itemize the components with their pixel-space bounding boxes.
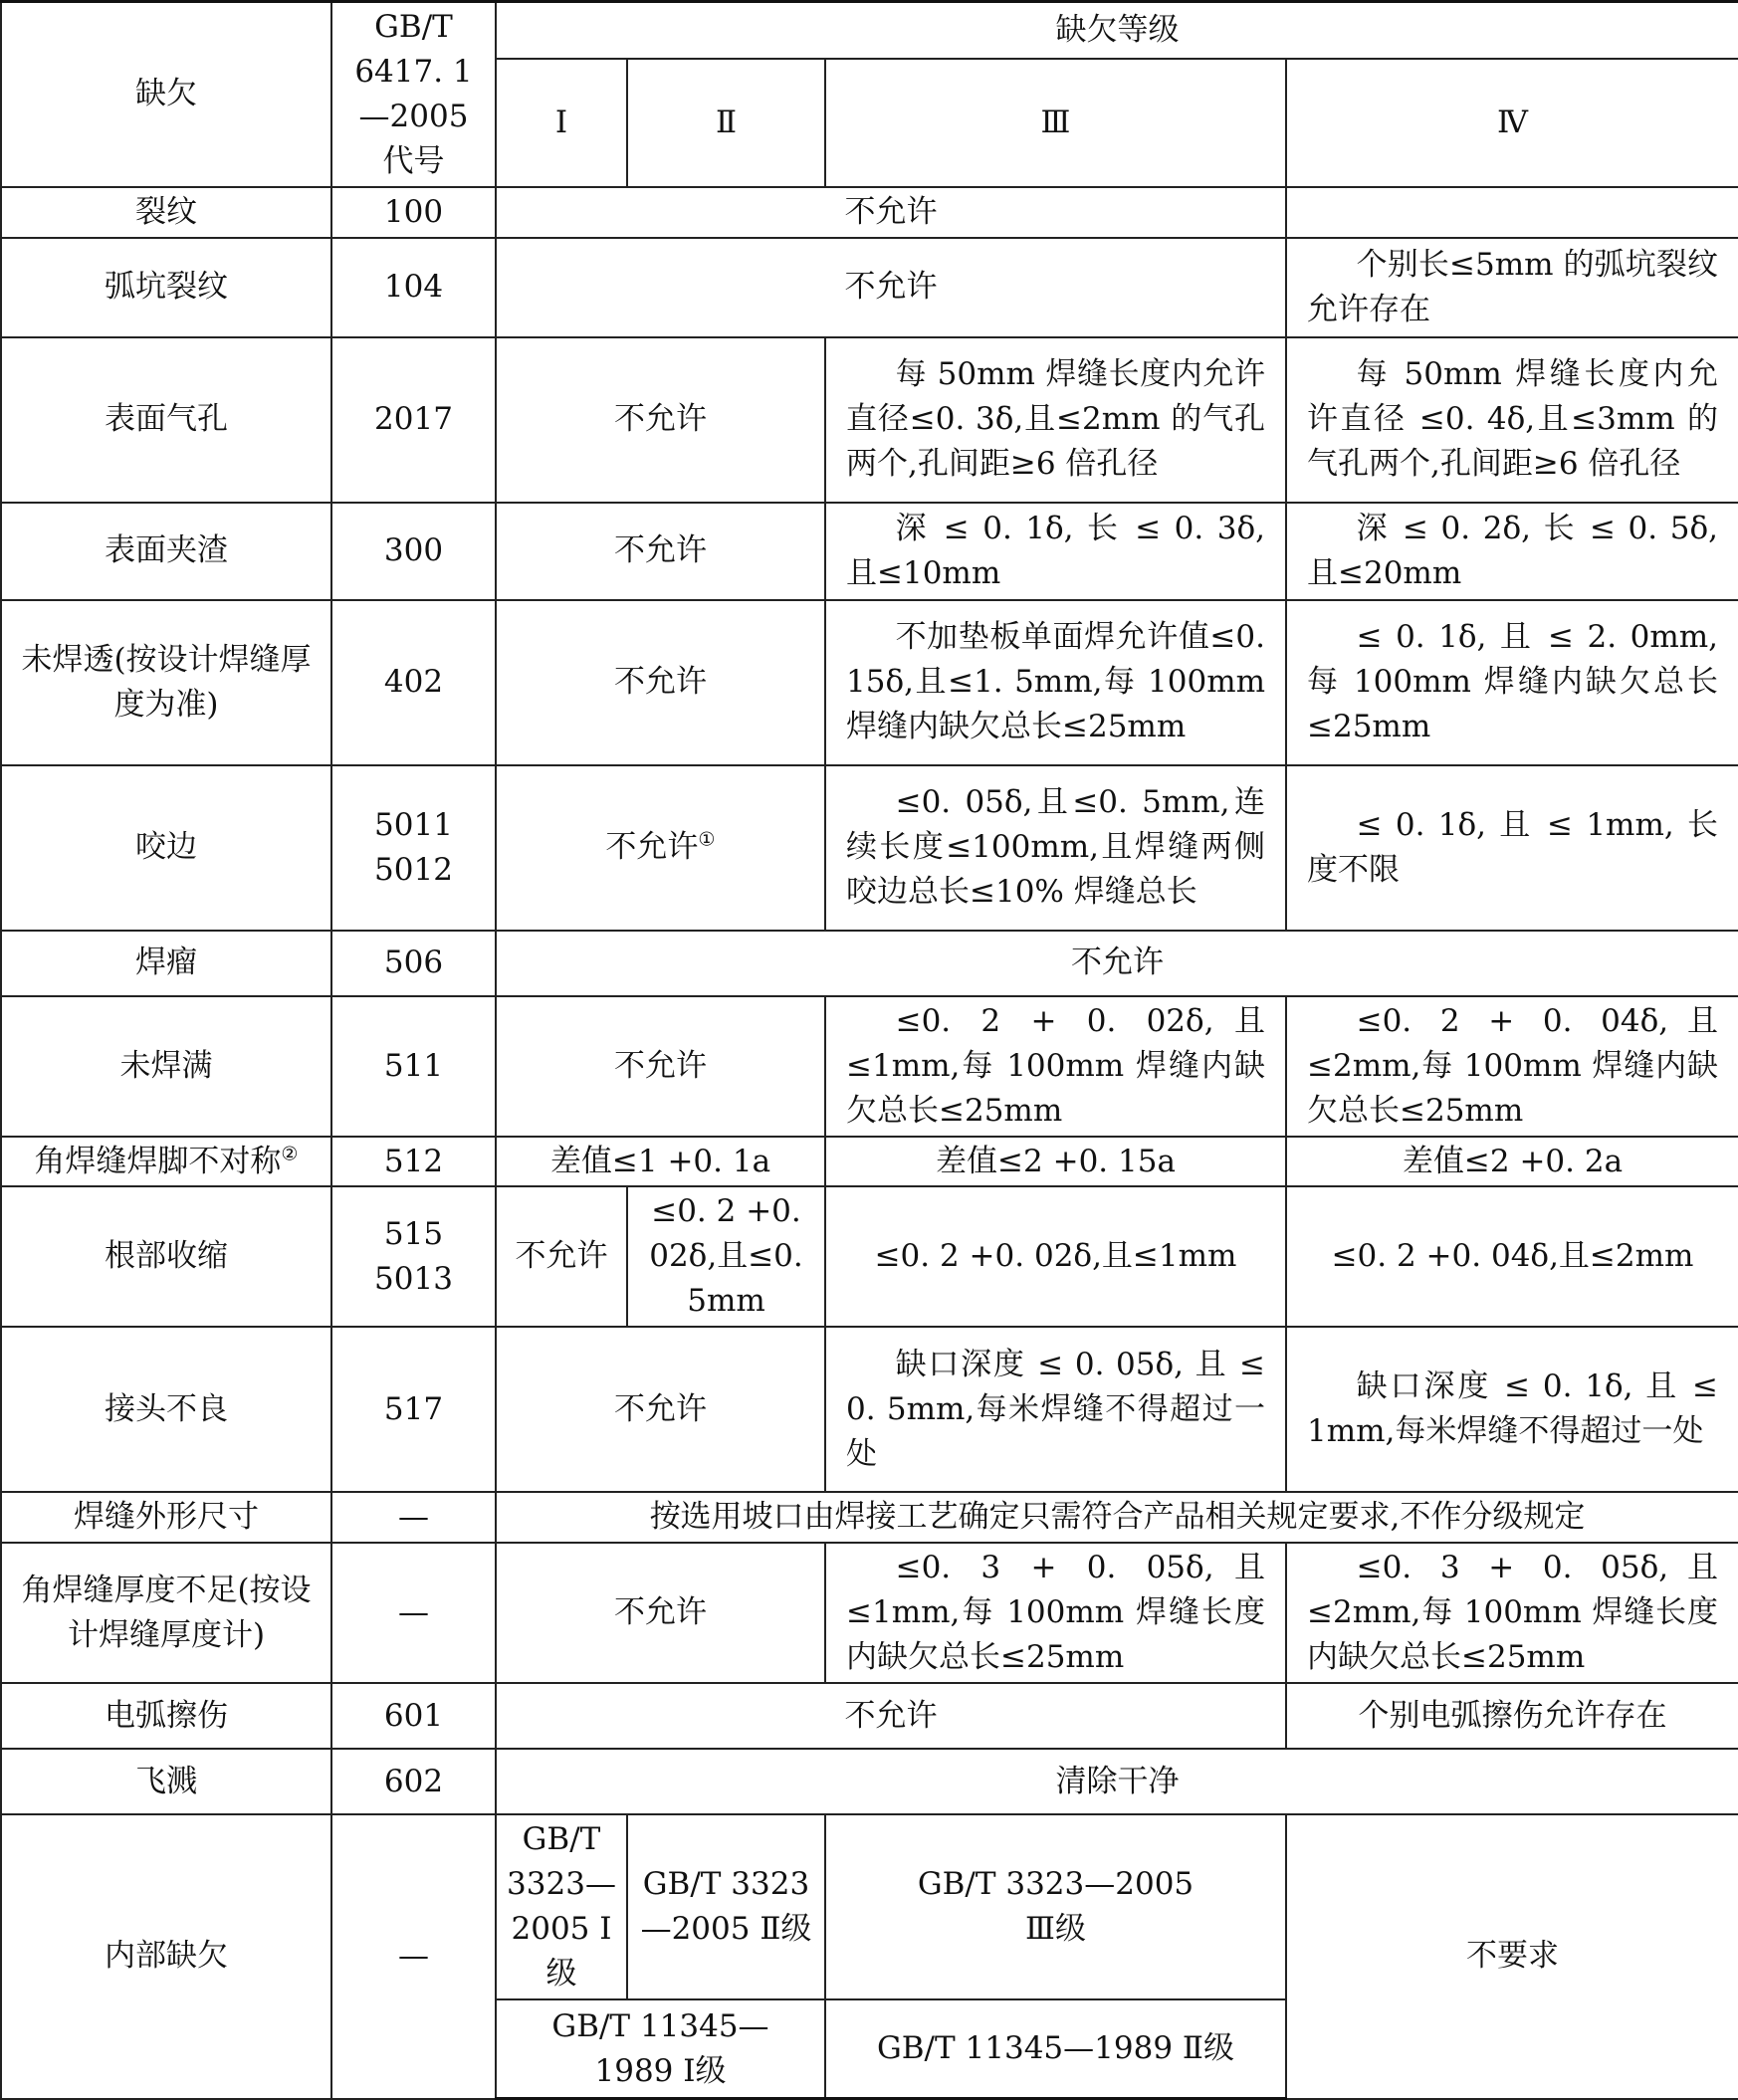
table-row (1, 238, 1738, 337)
footnote-marker: ① (698, 827, 716, 851)
defect-code: — (331, 1814, 496, 2099)
grade-cell: 每 50mm 焊缝长度内允许直径 ≤0. 4δ,且≤3mm 的气孔两个,孔间距≥6 倍孔径 (1286, 337, 1738, 503)
grade-cell: 不加垫板单面焊允许值≤0. 15δ,且≤1. 5mm,每 100mm 焊缝内缺欠总长≤25mm (825, 600, 1286, 765)
table-row (1, 931, 1738, 996)
defect-name: 电弧擦伤 (1, 1683, 331, 1749)
table-row (1, 1492, 1738, 1543)
defect-name: 焊缝外形尺寸 (1, 1492, 331, 1543)
grade-cell: 不要求 (1286, 1814, 1738, 2099)
code-line: 5012 (374, 851, 453, 888)
header-defect: 缺欠 (1, 2, 331, 187)
defect-code: — (331, 1492, 496, 1543)
grade-cell: 不允许 (496, 238, 1286, 337)
table-row (1, 765, 1738, 931)
header-grades-title: 缺欠等级 (496, 2, 1738, 59)
grade-cell: GB/T 11345—1989 Ⅰ级 (496, 1999, 825, 2099)
grade-cell: 每 50mm 焊缝长度内允许直径≤0. 3δ,且≤2mm 的气孔两个,孔间距≥6 倍孔径 (825, 337, 1286, 503)
grade-cell (496, 765, 825, 931)
grade-text: 不允许 (605, 829, 699, 866)
header-grade-4: Ⅳ (1286, 59, 1738, 187)
table-row (1, 1327, 1738, 1492)
grade-cell: 差值≤1 +0. 1a (496, 1137, 825, 1187)
grade-cell: 不允许 (496, 931, 1738, 996)
grade-cell: 清除干净 (496, 1749, 1738, 1814)
defect-code: 104 (331, 238, 496, 337)
grade-cell: GB/T 3323—2005 Ⅱ级 (627, 1814, 825, 1999)
defect-code: 2017 (331, 337, 496, 503)
header-grade-1: Ⅰ (496, 59, 627, 187)
defect-name: 飞溅 (1, 1749, 331, 1814)
defect-name: 裂纹 (1, 187, 331, 238)
table-row (1, 1749, 1738, 1814)
grade-cell: ≤0. 3 + 0. 05δ,且≤2mm,每 100mm 焊缝长度内缺欠总长≤25mm (1286, 1543, 1738, 1683)
grade-cell: GB/T 3323—2005 Ⅰ级 (496, 1814, 627, 1999)
grade-cell: 不允许 (496, 1543, 825, 1683)
table-row (1, 337, 1738, 503)
grade-cell: ≤ 0. 1δ, 且 ≤ 1mm, 长度不限 (1286, 765, 1738, 931)
defect-code: 506 (331, 931, 496, 996)
defect-name (1, 1137, 331, 1187)
table-row (1, 187, 1738, 238)
footnote-marker: ② (281, 1142, 299, 1165)
defect-name: 内部缺欠 (1, 1814, 331, 2099)
defect-code: 300 (331, 503, 496, 600)
grade-cell: GB/T 3323—2005 Ⅲ级 (825, 1814, 1286, 1999)
grade-cell (1286, 187, 1738, 238)
table-row (1, 996, 1738, 1137)
grade-cell: 不允许 (496, 600, 825, 765)
defect-code: — (331, 1543, 496, 1683)
grade-cell: 深 ≤ 0. 1δ, 长 ≤ 0. 3δ, 且≤10mm (825, 503, 1286, 600)
table-row (1, 600, 1738, 765)
grade-cell: 不允许 (496, 337, 825, 503)
grade-cell: 按选用坡口由焊接工艺确定只需符合产品相关规定要求,不作分级规定 (496, 1492, 1738, 1543)
grade-cell: 个别电弧擦伤允许存在 (1286, 1683, 1738, 1749)
defect-code: 517 (331, 1327, 496, 1492)
grade-cell: 缺口深度 ≤ 0. 05δ, 且 ≤ 0. 5mm,每米焊缝不得超过一处 (825, 1327, 1286, 1492)
grade-cell: GB/T 11345—1989 Ⅱ级 (825, 1999, 1286, 2099)
code-line: 5011 (374, 806, 453, 843)
grade-cell: 个别长≤5mm 的弧坑裂纹允许存在 (1286, 238, 1738, 337)
header-grade-3: Ⅲ (825, 59, 1286, 187)
grade-cell: ≤0. 2 + 0. 02δ,且≤1mm,每 100mm 焊缝内缺欠总长≤25mm (825, 996, 1286, 1137)
defect-name: 表面夹渣 (1, 503, 331, 600)
table-row (1, 503, 1738, 600)
defect-name: 根部收缩 (1, 1186, 331, 1327)
defect-name: 未焊透(按设计焊缝厚度为准) (1, 600, 331, 765)
code-line: 515 (383, 1215, 444, 1252)
grade-cell: 不允许 (496, 996, 825, 1137)
grade-cell: 差值≤2 +0. 15a (825, 1137, 1286, 1187)
table-row (1, 1683, 1738, 1749)
defect-code: 601 (331, 1683, 496, 1749)
grade-cell: 不允许 (496, 1327, 825, 1492)
defect-code: 100 (331, 187, 496, 238)
grade-cell: 不允许 (496, 503, 825, 600)
defect-name: 焊瘤 (1, 931, 331, 996)
defect-name-text: 角焊缝焊脚不对称 (34, 1143, 282, 1179)
grade-cell: 差值≤2 +0. 2a (1286, 1137, 1738, 1187)
grade-cell: ≤0. 2 +0. 02δ,且≤0. 5mm (627, 1186, 825, 1327)
defect-name: 弧坑裂纹 (1, 238, 331, 337)
grade-cell: 缺口深度 ≤ 0. 1δ, 且 ≤ 1mm,每米焊缝不得超过一处 (1286, 1327, 1738, 1492)
grade-cell: ≤0. 3 + 0. 05δ,且≤1mm,每 100mm 焊缝长度内缺欠总长≤25mm (825, 1543, 1286, 1683)
header-row-1 (1, 2, 1738, 59)
defect-name: 未焊满 (1, 996, 331, 1137)
defect-code (331, 765, 496, 931)
grade-cell: 深 ≤ 0. 2δ, 长 ≤ 0. 5δ, 且≤20mm (1286, 503, 1738, 600)
table-row (1, 1186, 1738, 1327)
table-row (1, 1543, 1738, 1683)
defect-name: 角焊缝厚度不足(按设计焊缝厚度计) (1, 1543, 331, 1683)
grade-cell: ≤0. 2 + 0. 04δ,且≤2mm,每 100mm 焊缝内缺欠总长≤25mm (1286, 996, 1738, 1137)
table-row (1, 1814, 1738, 1999)
defect-code: 511 (331, 996, 496, 1137)
grade-cell: ≤0. 2 +0. 04δ,且≤2mm (1286, 1186, 1738, 1327)
defect-code: 402 (331, 600, 496, 765)
defect-code: 512 (331, 1137, 496, 1187)
header-grade-2: Ⅱ (627, 59, 825, 187)
grade-cell: ≤0. 05δ,且≤0. 5mm,连续长度≤100mm,且焊缝两侧咬边总长≤10% 焊缝总长 (825, 765, 1286, 931)
defect-code: 602 (331, 1749, 496, 1814)
defect-code (331, 1186, 496, 1327)
grade-cell: 不允许 (496, 1186, 627, 1327)
table-row (1, 1137, 1738, 1187)
defect-name: 接头不良 (1, 1327, 331, 1492)
header-code: GB/T 6417. 1—2005 代号 (331, 2, 496, 187)
grade-cell: ≤0. 2 +0. 02δ,且≤1mm (825, 1186, 1286, 1327)
grade-cell: ≤ 0. 1δ, 且 ≤ 2. 0mm, 每 100mm 焊缝内缺欠总长≤25mm (1286, 600, 1738, 765)
code-line: 5013 (374, 1260, 453, 1297)
grade-cell: 不允许 (496, 187, 1286, 238)
defect-name: 表面气孔 (1, 337, 331, 503)
defect-name: 咬边 (1, 765, 331, 931)
grade-cell: 不允许 (496, 1683, 1286, 1749)
